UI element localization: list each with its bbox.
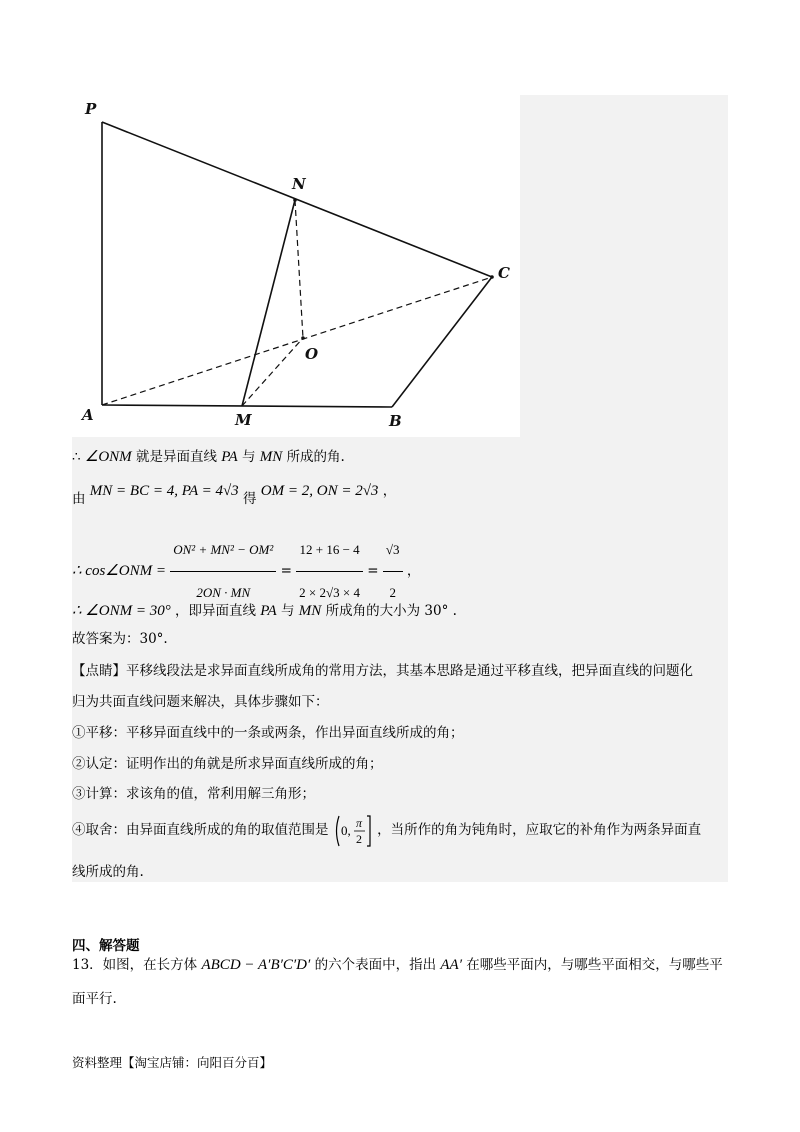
point-N-dot [293,198,297,202]
label-C: C [498,264,510,282]
label-A: A [82,406,94,424]
numeric-fraction: $\frac{12 + 16 - 4}{2 \times 2√3 \times 4}$ [296,530,363,613]
question-13-line-1: 13．如图，在长方体 ABCD − A′B′C′D′ 的六个表面中，指出 AA′ 在哪些平面内，与哪些平面相交，与哪些平 [72,957,723,973]
label-O: O [305,345,319,363]
point-C-dot [490,275,494,279]
answer-line: 故答案为：30°. [72,631,168,647]
point-O-dot [301,336,305,340]
section-heading: 四、解答题 [72,938,140,954]
cosine-formula-fraction: $\frac{\text{ON² + MN² − OM²}}{2ON \cdot MN}$ [170,530,276,613]
edge-PC [102,122,492,277]
label-N: N [292,175,306,193]
interval-left-value: 0, [340,823,351,838]
solution-line-4: ∴ ∠ONM = 30° ，即异面直线 PA 与 MN 所成角的大小为 30° . [72,603,457,619]
solution-line-3: ∴ cos∠ONM = $\frac{\text{ON² + MN² − OM²}}{2ON \cdot MN}$ = $\frac{12 + 16 - 4}{2 \times 2√3 \times 4}$ = $\frac{√3}{2}$ ， [72,530,420,613]
solution-line-1: ∴ ∠ONM 就是异面直线 PA 与 MN 所成的角. [72,449,345,465]
interval-denominator: 2 [355,832,362,846]
dianjing-step-3: ③计算：求该角的值，常利用解三角形； [72,786,315,802]
solution-line-2: 由 MN = BC = 4, PA = 4√3 得 OM = 2, ON = 2√3 ， [72,483,397,507]
question-13-line-2: 面平行. [72,991,117,1007]
page-footer: 资料整理【淘宝店铺：向阳百分百】 [72,1055,273,1070]
edge-BC [392,277,492,407]
interval-pi: π [355,816,362,830]
edge-AB [102,405,392,407]
interval-zero-to-half-pi [333,813,373,849]
interval-brackets [333,814,373,848]
dianjing-step-4-continued: 线所成的角. [72,864,144,880]
dianjing-paragraph-2: 归为共面直线问题来解决，具体步骤如下： [72,694,329,710]
geometry-figure [72,95,520,437]
label-M: M [235,411,252,429]
dianjing-paragraph-1: 【点睛】平移线段法是求异面直线所成角的常用方法，其基本思路是通过平移直线，把异面直线的问题化 [72,663,693,679]
pyramid-diagram [72,95,520,437]
label-B: B [389,412,402,430]
result-fraction: $\frac{√3}{2}$ [383,530,403,613]
label-P: P [85,100,97,118]
edge-MN [242,200,295,406]
dianjing-step-2: ②认定：证明作出的角就是所求异面直线所成的角； [72,756,383,772]
dianjing-step-4: ④取舍：由异面直线所成的角的取值范围是 0, π 2 ，当所作的角为钝角时，应取它的补角作为两条异面直 [72,812,701,849]
edge-NO-dashed [295,200,303,338]
dianjing-step-1: ①平移：平移异面直线中的一条或两条，作出异面直线所成的角； [72,725,464,741]
edge-AC-dashed [102,277,492,405]
